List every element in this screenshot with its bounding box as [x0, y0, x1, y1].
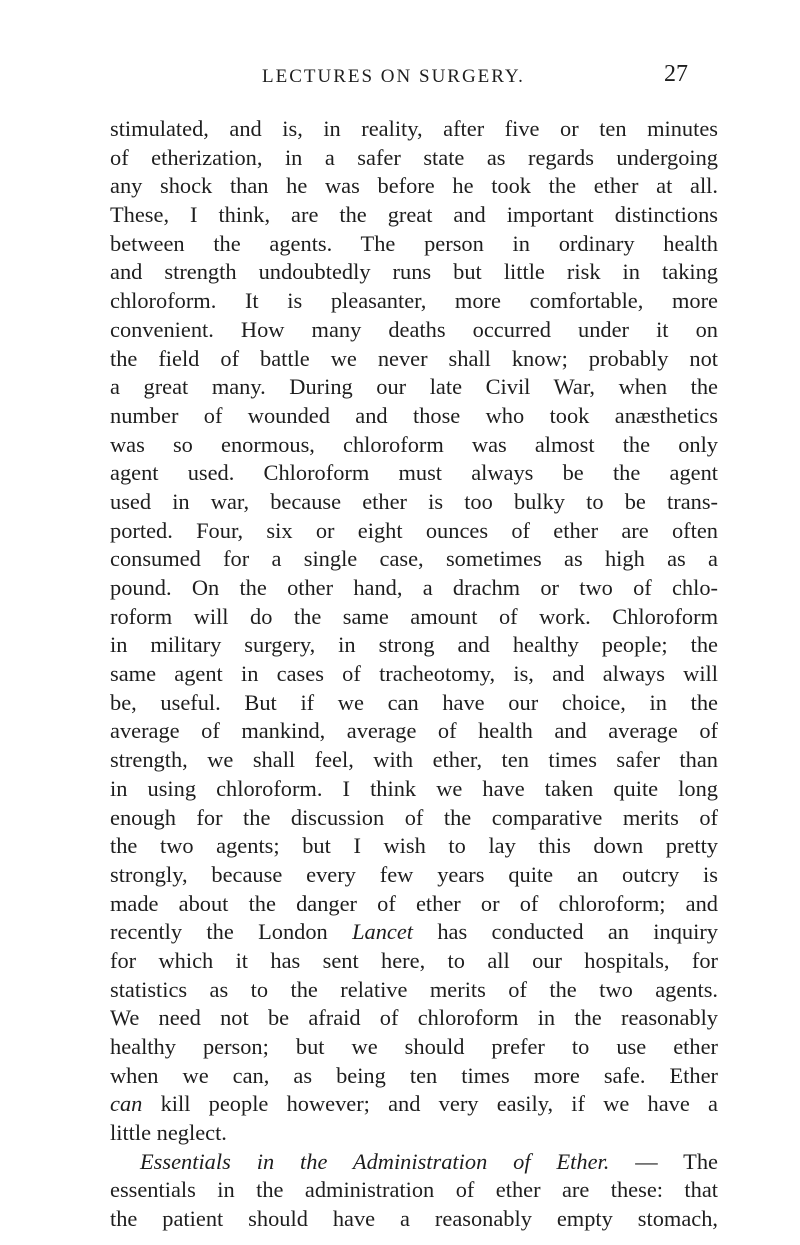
- text-line: These, I think, are the great and important distinctions: [110, 202, 718, 228]
- text-line: agent used. Chloroform must always be the agent: [110, 460, 718, 486]
- text-segment: — The: [635, 1148, 718, 1174]
- text-line: pound. On the other hand, a drachm or two of chlo-: [110, 575, 718, 600]
- text-segment: recently the London: [110, 919, 328, 945]
- text-line: strength, we shall feel, with ether, ten times safer than: [110, 747, 718, 773]
- text-line: and strength undoubtedly runs but little risk in taking: [110, 259, 718, 285]
- text-line: the field of battle we never shall know; probably not: [110, 345, 718, 371]
- text-line: used in war, because ether is too bulky to be trans-: [110, 488, 718, 514]
- text-line: in using chloroform. I think we have taken quite long: [110, 775, 718, 801]
- running-head: LECTURES ON SURGERY.: [262, 66, 525, 87]
- text-line: made about the danger of ether or of chloroform; and: [110, 890, 718, 916]
- text-line: number of wounded and those who took anæsthetics: [110, 402, 718, 428]
- text-line: essentials in the administration of ether are these: that: [110, 1177, 718, 1203]
- text-segment: has conducted an inquiry: [437, 919, 718, 945]
- text-line-lancet: [110, 918, 718, 947]
- text-line: statistics as to the relative merits of the two agents.: [110, 976, 718, 1002]
- text-line: healthy person; but we should prefer to use ether: [110, 1034, 718, 1059]
- text-line: strongly, because every few years quite an outcry is: [110, 861, 718, 887]
- text-line: stimulated, and is, in reality, after five or ten minutes: [110, 116, 718, 141]
- text-line: We need not be afraid of chloroform in the reasonably: [110, 1005, 718, 1031]
- text-line: consumed for a single case, sometimes as high as a: [110, 546, 718, 572]
- text-line: ported. Four, six or eight ounces of ether are often: [110, 517, 718, 543]
- text-line: was so enormous, chloroform was almost the only: [110, 431, 718, 457]
- text-line: convenient. How many deaths occurred under it on: [110, 316, 718, 342]
- section-heading-line: [110, 1148, 718, 1177]
- text-line: chloroform. It is pleasanter, more comfortable, more: [110, 288, 718, 314]
- text-line: average of mankind, average of health and average of: [110, 718, 718, 744]
- text-line: same agent in cases of tracheotomy, is, and always will: [110, 661, 718, 687]
- section-heading: Essentials in the Administration of Ether.: [140, 1148, 610, 1174]
- text-line: of etherization, in a safer state as regards undergoing: [110, 144, 718, 170]
- text-line: little neglect.: [110, 1120, 227, 1146]
- text-segment: kill people however; and very easily, if we have a: [160, 1091, 718, 1117]
- can-italic: can: [110, 1091, 143, 1117]
- lancet-italic: Lancet: [352, 919, 414, 945]
- text-line: any shock than he was before he took the ether at all.: [110, 173, 718, 199]
- text-line: roform will do the same amount of work. Chloroform: [110, 603, 718, 629]
- text-line: enough for the discussion of the comparative merits of: [110, 804, 718, 830]
- text-line: in military surgery, in strong and healthy people; the: [110, 632, 718, 658]
- text-line: when we can, as being ten times more safe. Ether: [110, 1062, 718, 1088]
- text-line-can: [110, 1090, 718, 1119]
- text-line: a great many. During our late Civil War, when the: [110, 374, 718, 400]
- text-line: for which it has sent here, to all our hospitals, for: [110, 947, 718, 973]
- page-number: 27: [664, 61, 688, 87]
- text-line: the two agents; but I wish to lay this down pretty: [110, 833, 718, 859]
- body-text: [110, 115, 718, 1234]
- text-line: between the agents. The person in ordinary health: [110, 230, 718, 256]
- text-line: the patient should have a reasonably empty stomach,: [110, 1206, 718, 1232]
- text-line: be, useful. But if we can have our choice, in the: [110, 689, 718, 715]
- page-header: [0, 61, 800, 94]
